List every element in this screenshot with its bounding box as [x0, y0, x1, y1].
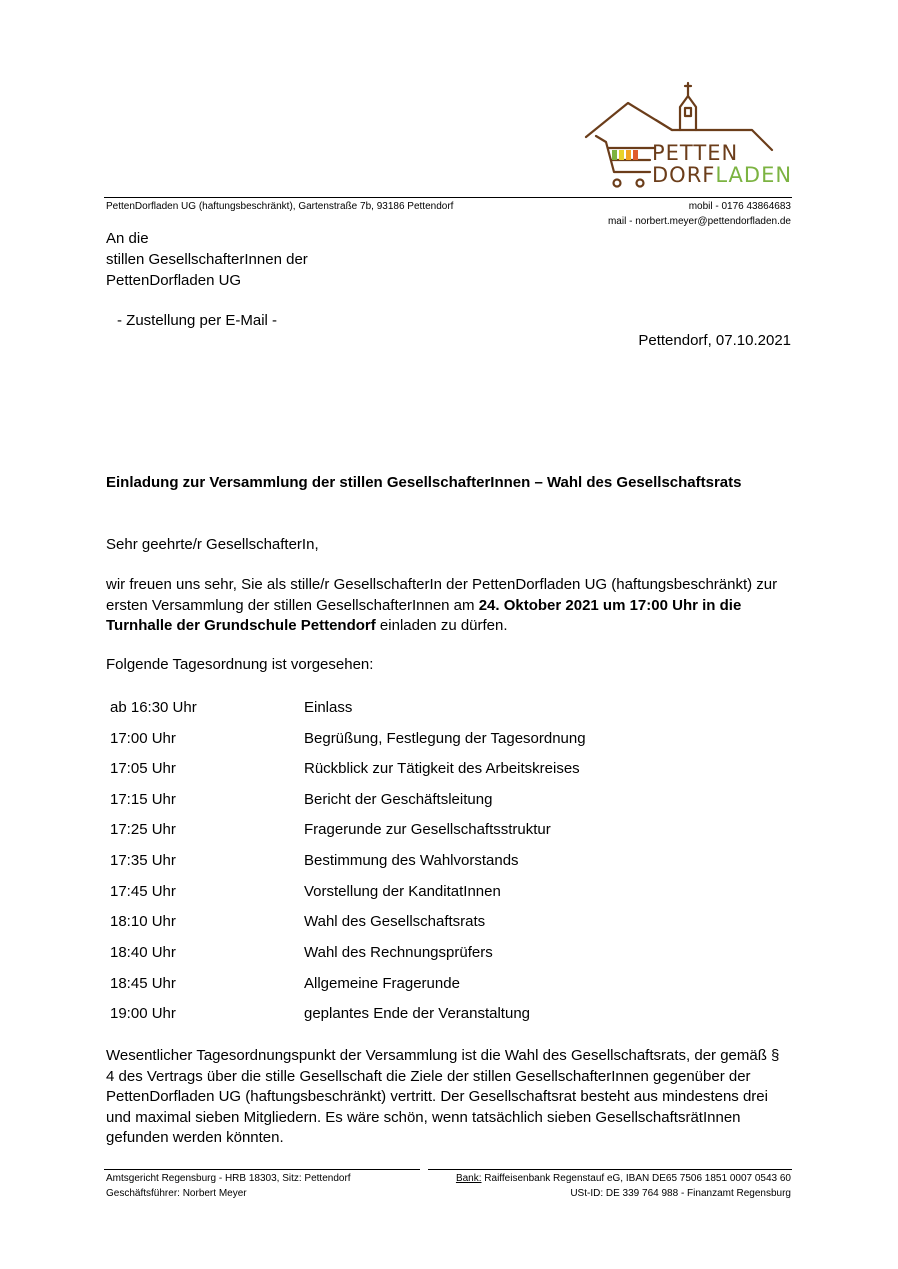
closing-paragraph: Wesentlicher Tagesordnungspunkt der Versammlung ist die Wahl des Gesellschaftsrats, der gemäß § 4 des Vertrags über die stille Gesellschaft die Ziele der stillen GesellschafterInnen gegenüber der PettenDorfladen UG (haftungsbeschränkt) vertritt. Der Gesellschaftsrat besteht aus mindestens drei und maximal sieben Mitgliedern. Es wäre schön, wenn tatsächlich sieben GesellschaftsrätInnen gefunden werden könnten. [106, 1047, 780, 1146]
logo-text-laden: LADEN [715, 163, 793, 187]
footer-bank [456, 1173, 791, 1185]
letter-subject-text: Einladung zur Versammlung der stillen GesellschafterInnen – Wahl des Gesellschaftsrats [106, 474, 742, 491]
recipient-line-1: An die [106, 230, 149, 247]
logo-text-dorfladen [652, 164, 792, 186]
agenda-time: 19:00 Uhr [110, 1005, 176, 1022]
logo-text-dorf: DORF [652, 163, 716, 187]
agenda-time: 17:25 Uhr [110, 821, 176, 838]
agenda-intro: Folgende Tagesordnung ist vorgesehen: [106, 656, 374, 673]
agenda-item: Bericht der Geschäftsleitung [304, 791, 493, 808]
intro-text-2: einladen zu dürfen. [375, 617, 508, 634]
footer-court: Amtsgericht Regensburg - HRB 18303, Sitz: Pettendorf [106, 1173, 351, 1184]
salutation: Sehr geehrte/r GesellschafterIn, [106, 536, 319, 553]
logo-text-petten: PETTEN [652, 141, 739, 165]
letter-subject [106, 473, 741, 493]
footer-divider-right [428, 1169, 792, 1170]
footer-ceo: Geschäftsführer: Norbert Meyer [106, 1188, 247, 1199]
header-divider [104, 197, 792, 198]
agenda-item: Fragerunde zur Gesellschaftsstruktur [304, 821, 551, 838]
recipient-address [106, 229, 308, 291]
agenda-item: Wahl des Gesellschaftsrats [304, 913, 486, 930]
company-logo [584, 80, 794, 192]
agenda-time: 17:00 Uhr [110, 730, 176, 747]
agenda-item: Vorstellung der KanditatInnen [304, 883, 501, 900]
agenda-time: 18:10 Uhr [110, 913, 176, 930]
footer-divider-left [104, 1169, 420, 1170]
agenda-item: Bestimmung des Wahlvorstands [304, 852, 519, 869]
contact-mobile: mobil - 0176 43864683 [688, 201, 791, 212]
agenda-time: 18:40 Uhr [110, 944, 176, 961]
footer-bank-details: Raiffeisenbank Regenstauf eG, IBAN DE65 7506 1851 0007 0543 60 [481, 1173, 791, 1184]
agenda-time: 17:05 Uhr [110, 760, 176, 777]
agenda-item: Wahl des Rechnungsprüfers [304, 944, 493, 961]
letter-date: Pettendorf, 07.10.2021 [638, 332, 791, 349]
intro-paragraph [106, 575, 796, 637]
recipient-line-3: PettenDorfladen UG [106, 272, 242, 289]
agenda-time: 17:15 Uhr [110, 791, 176, 808]
footer-vat: USt-ID: DE 339 764 988 - Finanzamt Regensburg [570, 1188, 791, 1199]
agenda-time: 17:45 Uhr [110, 883, 176, 900]
footer-bank-label: Bank: [455, 1173, 482, 1184]
recipient-line-2: stillen GesellschafterInnen der [106, 251, 308, 268]
agenda-item: Allgemeine Fragerunde [304, 975, 460, 992]
agenda-time: ab 16:30 Uhr [110, 699, 197, 716]
intro-text-bold: 24. Oktober 2021 um 17:00 Uhr in die Turnhalle der Grundschule Pettendorf [106, 596, 742, 634]
contact-mail: mail - norbert.meyer@pettendorfladen.de [607, 216, 791, 227]
agenda-time: 18:45 Uhr [110, 975, 176, 992]
intro-text-1: wir freuen uns sehr, Sie als stille/r GesellschafterIn der PettenDorfladen UG (haftungsbeschränkt) zur ersten Versammlung der stillen GesellschafterInnen am [106, 576, 778, 614]
delivery-note: - Zustellung per E-Mail - [117, 312, 278, 329]
agenda-item: Begrüßung, Festlegung der Tagesordnung [304, 730, 586, 747]
agenda-item: geplantes Ende der Veranstaltung [304, 1005, 531, 1022]
agenda-item: Rückblick zur Tätigkeit des Arbeitskreises [304, 760, 580, 777]
sender-line: PettenDorfladen UG (haftungsbeschränkt), Gartenstraße 7b, 93186 Pettendorf [106, 201, 454, 212]
agenda-time: 17:35 Uhr [110, 852, 176, 869]
agenda-item: Einlass [304, 699, 353, 716]
